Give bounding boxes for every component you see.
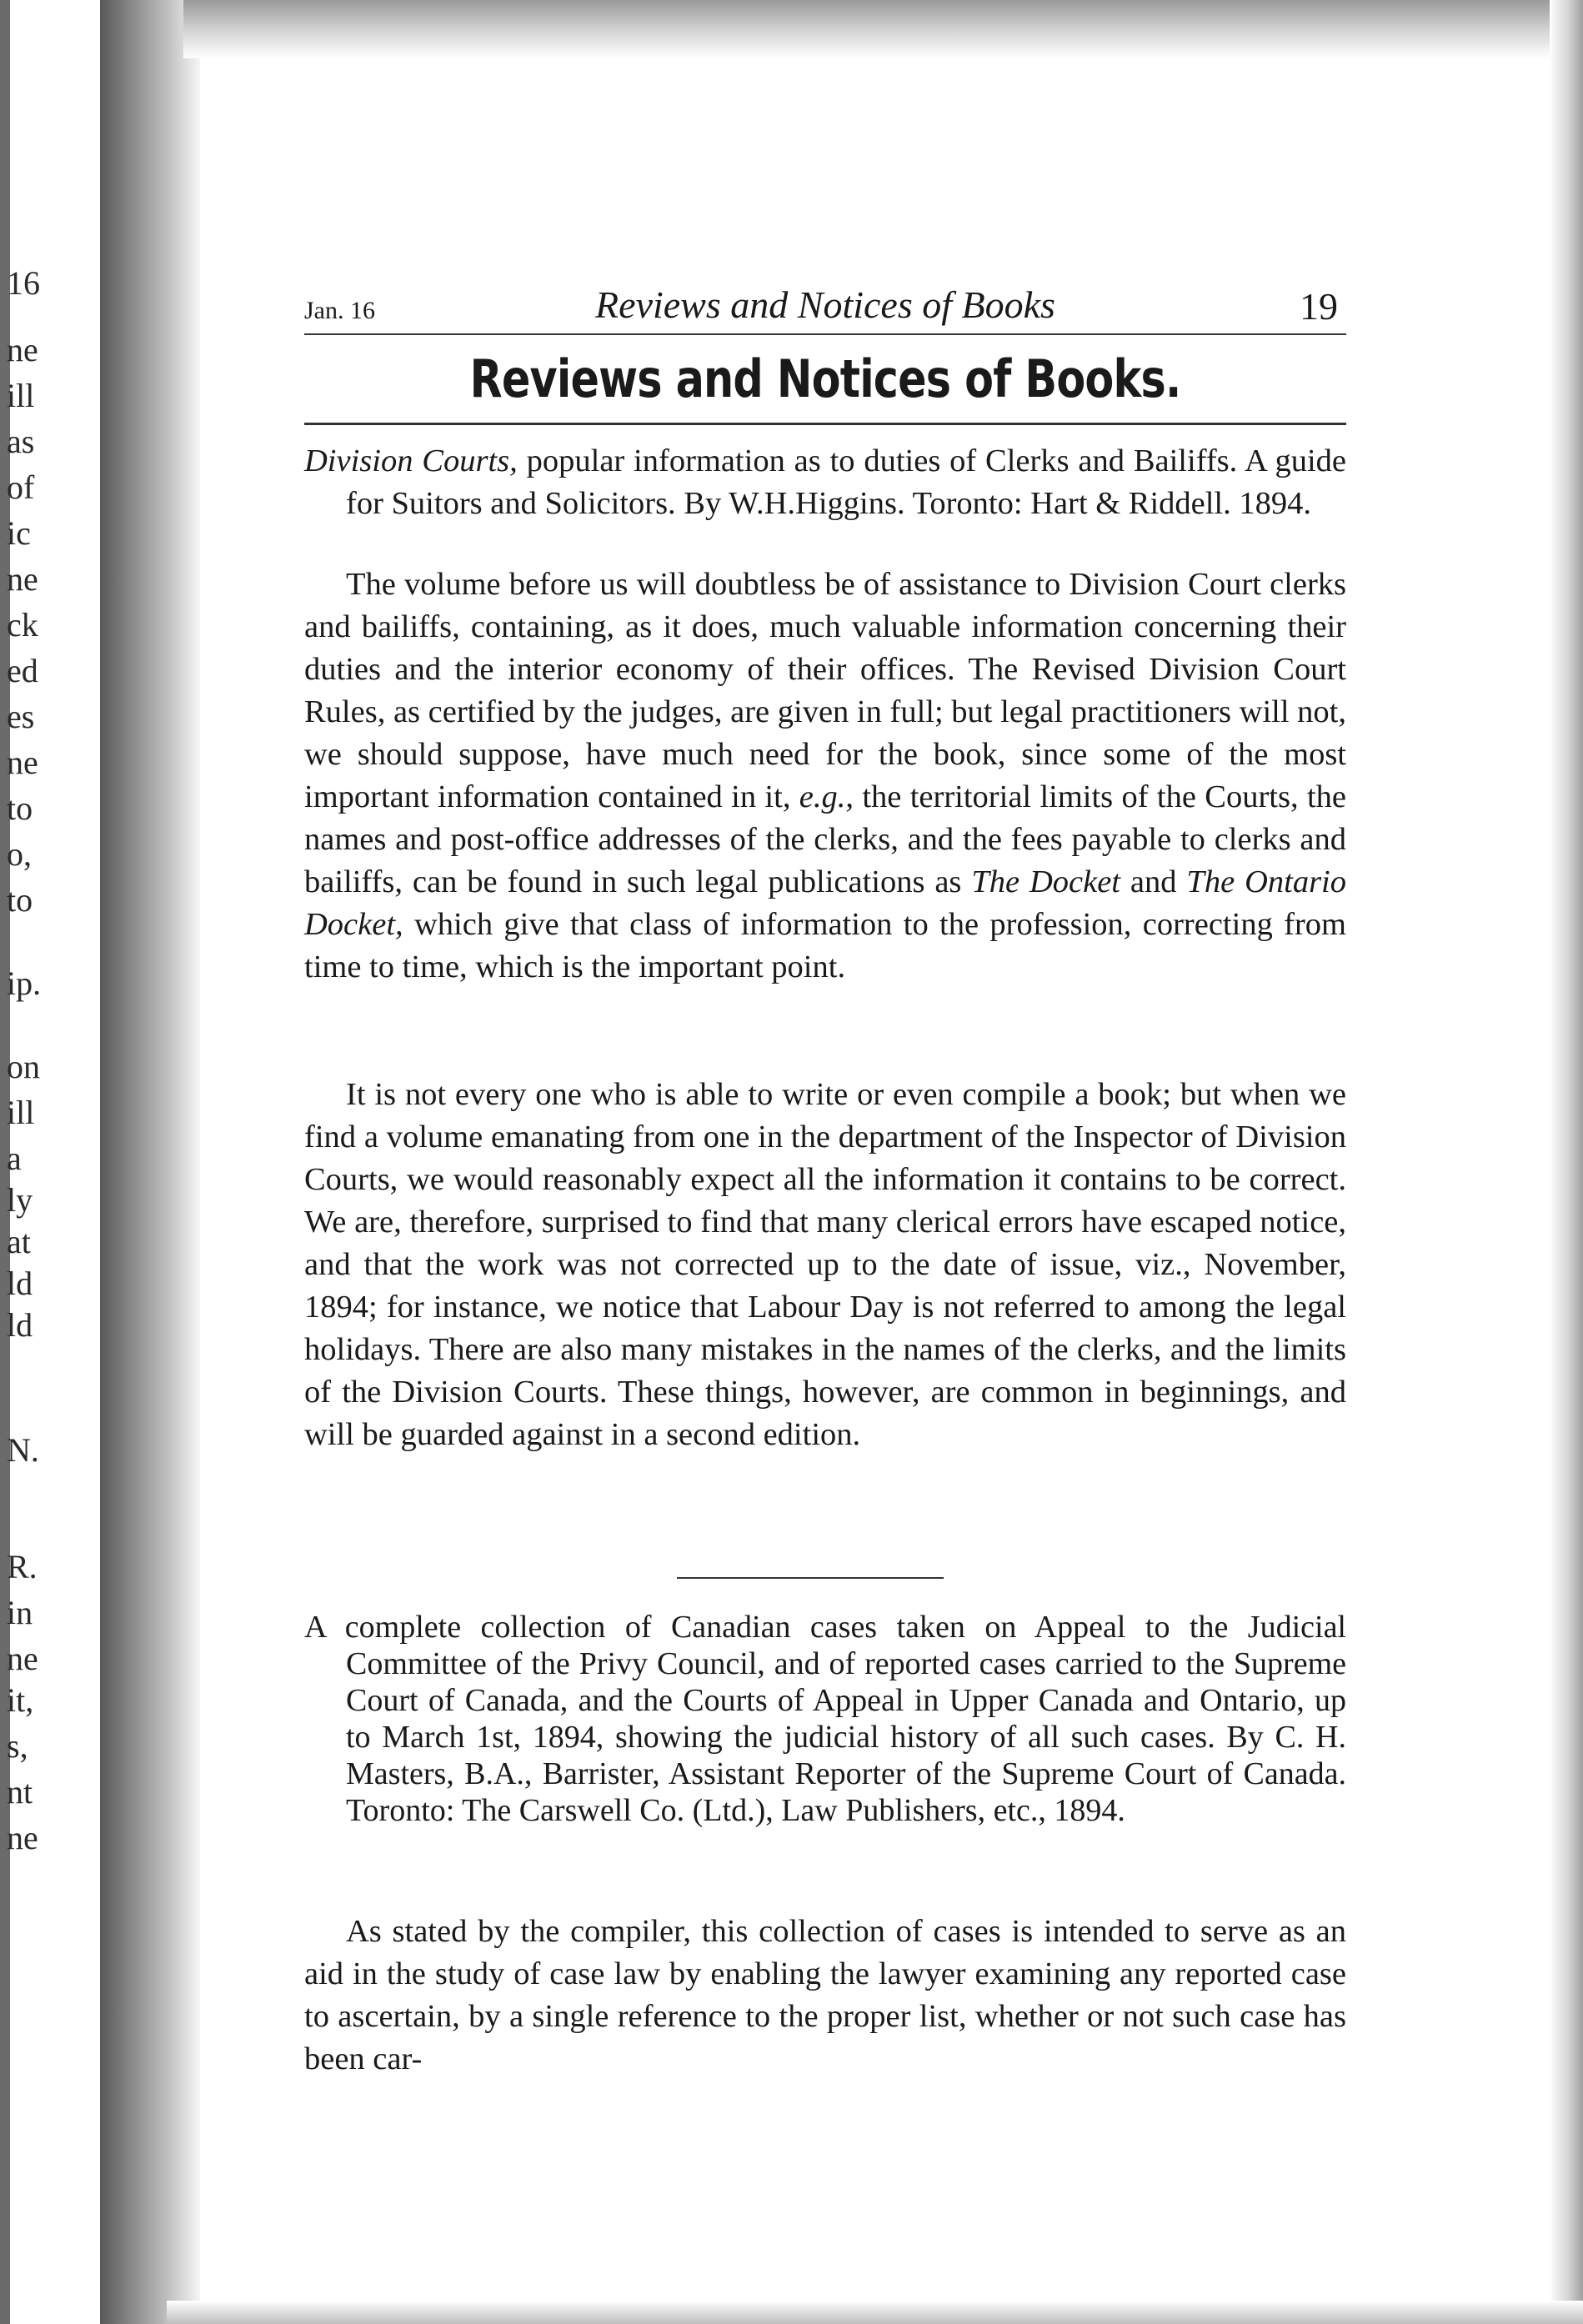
p1-text-b: , the territorial limits of the Courts, the names and post-office addresses of the clerks, and the fees payable to clerks and bailiffs, can be found in such legal publications as	[304, 779, 1346, 899]
previous-page-fragment: es	[7, 698, 35, 735]
previous-page-fragment: ic	[7, 514, 31, 552]
scan-top-edge	[183, 0, 1583, 58]
title-rule	[304, 423, 1346, 425]
previous-page-fragment: in	[7, 1594, 33, 1631]
previous-page-fragment: ne	[7, 1640, 38, 1677]
entry-2-heading	[304, 1609, 1346, 1829]
p1-text-a: The volume before us will doubtless be of assistance to Division Court clerks and bailiffs, containing, as it does, much valuable information concerning their duties and the interior economy of their offices. The Revised Division Court Rules, as certified by the judges, are given in full; but legal practitioners will not, we should suppose, have much need for the book, since some of the most important information contained in it,	[304, 567, 1346, 814]
previous-page-fragment: to	[7, 789, 33, 827]
previous-page-fragment: ck	[7, 606, 38, 644]
entry-2-citation: A complete collection of Canadian cases taken on Appeal to the Judicial Committee of the Privy Council, and of reported cases carried to the Supreme Court of Canada, and the Courts of Appeal in Upper Canada and Ontario, up to March 1st, 1894, showing the judicial history of all such cases. By C. H. Masters, B.A., Barrister, Assistant Reporter of the Supreme Court of Canada. Toronto: The Carswell Co. (Ltd.), Law Publishers, etc., 1894.	[304, 1610, 1346, 1828]
entry-1-paragraph-2	[304, 1074, 1346, 1456]
scan-bottom-edge	[167, 2301, 1583, 2324]
previous-page-fragment: ne	[7, 331, 38, 368]
running-head-title: Reviews and Notices of Books	[595, 283, 1055, 326]
previous-page-fragment: o,	[7, 835, 32, 873]
previous-page-fragment: ill	[7, 377, 35, 414]
previous-page-fragment: ne	[7, 744, 38, 781]
running-head-date: Jan. 16	[304, 297, 375, 324]
p1-text-c: which give that class of information to the profession, correcting from time to time, which is the important point.	[304, 907, 1346, 984]
previous-page-fragment: R.	[7, 1548, 38, 1585]
entry-1-title: Division Courts,	[304, 443, 518, 478]
previous-page-fragment: N.	[7, 1431, 39, 1469]
entry-2-paragraph-1	[304, 1911, 1346, 2081]
entry-1-citation-text: popular information as to duties of Clerks and Bailiffs. A guide for Suitors and Solicitors. By W.H.Higgins. Toronto: Hart & Riddell. 1894.	[346, 443, 1347, 521]
scan-right-edge	[1550, 0, 1583, 2324]
page-number: 19	[1300, 285, 1338, 328]
p1-docket-title: The Docket	[971, 864, 1120, 899]
previous-page-fragment: ed	[7, 652, 38, 689]
previous-page-fragment: ne	[7, 560, 38, 598]
previous-page-fragment: ne	[7, 1819, 38, 1856]
previous-page-fragment: on	[7, 1048, 40, 1085]
previous-page-fragment: nt	[7, 1773, 33, 1811]
previous-page-fragment: ld	[7, 1306, 33, 1344]
previous-page-fragment: of	[7, 468, 35, 506]
p3-text: As stated by the compiler, this collection of cases is intended to serve as an aid in the study of case law by enabling the lawyer examining any reported case to ascertain, by a single reference to the proper list, whether or not such case has been car-	[304, 1914, 1346, 2076]
entry-1-paragraph-1	[304, 563, 1346, 989]
previous-page-fragment: ip.	[7, 964, 42, 1002]
entry-1-heading	[304, 440, 1346, 525]
previous-page-fragment: it,	[7, 1681, 34, 1719]
p2-text: It is not every one who is able to write or even compile a book; but when we find a volume emanating from one in the department of the Inspector of Division Courts, we would reasonably expect all the information it contains to be correct. We are, therefore, surprised to find that many clerical errors have escaped notice, and that the work was not corrected up to the date of issue, viz., November, 1894; for instance, we notice that Labour Day is not referred to among the legal holidays. There are also many mistakes in the names of the clerks, and the limits of the Division Courts. These things, however, are common in beginnings, and will be guarded against in a second edition.	[304, 1077, 1346, 1452]
previous-page-fragment: ly	[7, 1181, 33, 1219]
running-head	[304, 275, 1346, 335]
p1-eg: e.g.	[799, 779, 846, 814]
previous-page-fragment: ill	[7, 1094, 35, 1131]
previous-page-fragment: 16	[7, 264, 40, 302]
previous-page-fragment: as	[7, 423, 35, 460]
previous-page-fragment: to	[7, 881, 33, 919]
previous-page-fragment: at	[7, 1223, 31, 1260]
previous-page-fragment: s,	[7, 1727, 28, 1765]
entry-divider	[677, 1577, 944, 1579]
previous-page-fragment: ld	[7, 1265, 33, 1302]
section-title: Reviews and Notices of Books.	[469, 348, 1181, 409]
p1-and: and	[1120, 864, 1187, 899]
scan-gutter-shadow	[100, 0, 200, 2324]
p1-ontario-docket-title: The Ontario Docket,	[304, 864, 1346, 942]
entry-1-citation	[304, 440, 1346, 525]
previous-page-fragment: a	[7, 1139, 22, 1177]
